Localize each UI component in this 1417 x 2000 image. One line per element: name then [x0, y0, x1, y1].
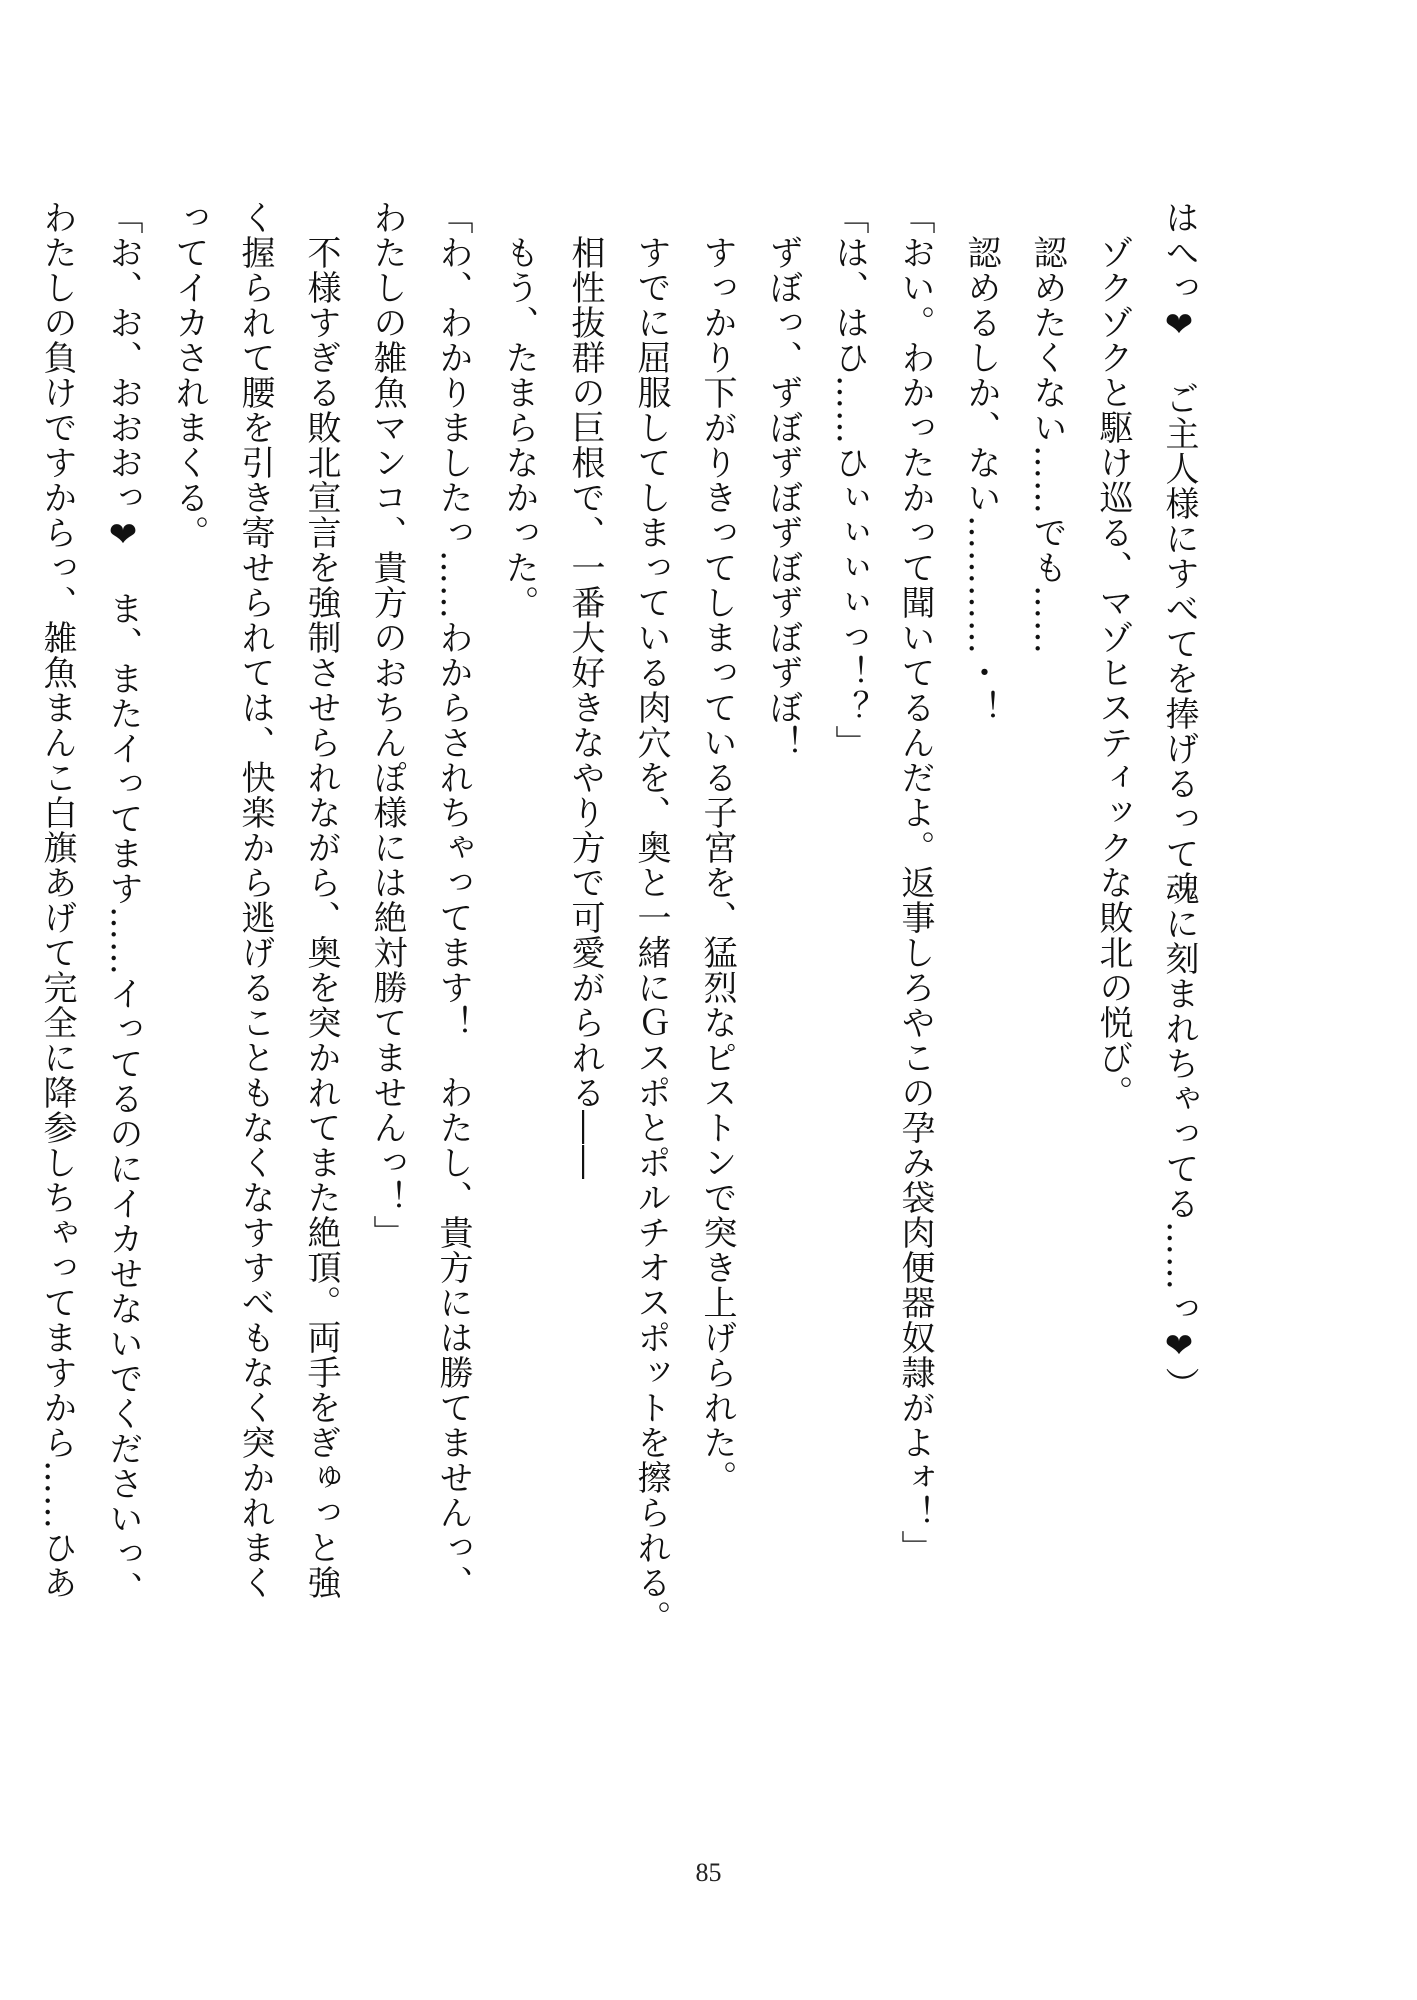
text-line: 「お、お、おおおっ❤ ま、またイってます……イってるのにイカせないでくださいっ、: [103, 200, 143, 1606]
text-line: 相性抜群の巨根で、一番大好きなやり方で可愛がられる――: [565, 200, 605, 1180]
text-line: わたしの負けですからっ、雑魚まんこ白旗あげて完全に降参しちゃってますから……ひあ: [37, 200, 77, 1600]
text-line: 不様すぎる敗北宣言を強制させられながら、奥を突かれてまた絶頂。両手をぎゅっと強: [301, 200, 341, 1600]
text-line: ってイカされまくる。: [169, 200, 209, 550]
text-line: 「は、はひ……ひぃぃぃぃっ！？」: [829, 200, 869, 760]
text-line: 認めるしか、ない…………・！: [961, 200, 1001, 725]
text-line: 認めたくない……でも……: [1027, 200, 1067, 655]
text-line: すっかり下がりきってしまっている子宮を、猛烈なピストンで突き上げられた。: [697, 200, 737, 1495]
text-line: く握られて腰を引き寄せられては、快楽から逃げることもなくなすすべもなく突かれまく: [235, 200, 275, 1600]
text-line: ずぼっ、ずぼずぼずぼずぼずぼ！: [763, 200, 803, 760]
vertical-text-body: [37, 200, 1212, 1660]
text-line: わたしの雑魚マンコ、貴方のおちんぽ様には絶対勝てませんっ！」: [367, 200, 407, 1250]
page-number: 85: [695, 1858, 722, 1887]
text-line: はへっ❤ ご主人様にすべてを捧げるって魂に刻まれちゃってる……っ❤）: [1159, 200, 1199, 1402]
text-line: ゾクゾクと駆け巡る、マゾヒスティックな敗北の悦び。: [1093, 200, 1133, 1110]
text-line: 「おい。わかったかって聞いてるんだよ。返事しろやこの孕み袋肉便器奴隷がよォ！」: [895, 200, 935, 1565]
text-line: もう、たまらなかった。: [499, 200, 539, 620]
text-line: 「わ、わかりましたっ……わからされちゃってます！ わたし、貴方には勝てませんっ、: [433, 200, 473, 1600]
text-line: すでに屈服してしまっている肉穴を、奥と一緒にＧスポとポルチオスポットを擦られる。: [631, 200, 671, 1635]
